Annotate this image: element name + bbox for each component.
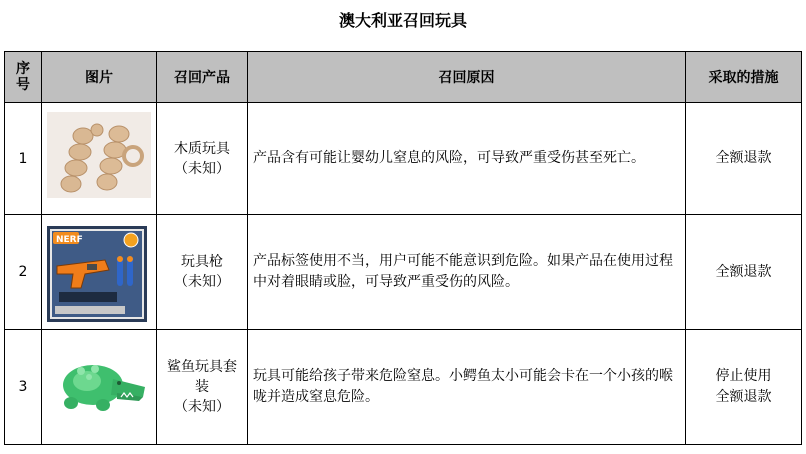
- product-name-cell: [157, 215, 248, 330]
- wooden-toy-image: [47, 112, 151, 205]
- product-name-cell: [157, 103, 248, 215]
- header-image: 图片: [42, 52, 157, 103]
- product-brand-line: （未知）: [174, 160, 230, 177]
- product-brand-line: （未知）: [174, 274, 230, 290]
- table-header-row: [5, 52, 802, 103]
- action-line: 全额退款: [715, 150, 772, 166]
- toy-gun-package-image: [47, 226, 151, 319]
- product-name-line: 装: [195, 379, 209, 395]
- row-number: 2: [5, 215, 42, 330]
- product-image-cell: [42, 103, 157, 215]
- table-row: [5, 330, 802, 445]
- svg-text:NERF: NERF: [56, 234, 83, 245]
- table-row: [5, 103, 802, 215]
- product-image-cell: [42, 330, 157, 445]
- table-row: [5, 215, 802, 330]
- page-title: 澳大利亚召回玩具: [338, 11, 467, 30]
- product-name-cell: [157, 330, 248, 445]
- recall-table: [4, 51, 802, 445]
- header-product: 召回产品: [157, 52, 248, 103]
- crocodile-toy-image: [47, 341, 151, 434]
- action-line: 全额退款: [715, 263, 772, 280]
- product-image-cell: [42, 215, 157, 330]
- action-cell: [686, 330, 802, 445]
- header-reason: 召回原因: [248, 52, 686, 103]
- recall-reason: 玩具可能给孩子带来危险窒息。小鳄鱼太小可能会卡在一个小孩的喉咙并造成窒息危险。: [248, 330, 686, 445]
- row-number: 3: [5, 330, 42, 445]
- header-serial-number: [5, 52, 42, 103]
- header-action: 采取的措施: [686, 52, 802, 103]
- action-cell: [686, 215, 802, 330]
- product-name-line: 木质玩具: [174, 140, 230, 157]
- product-brand-line: （未知）: [174, 399, 230, 415]
- recall-reason: 产品含有可能让婴幼儿窒息的风险，可导致严重受伤甚至死亡。: [248, 103, 686, 215]
- action-line: 全额退款: [715, 389, 772, 405]
- product-name-line: 鲨鱼玩具套: [167, 359, 237, 375]
- row-number: 1: [5, 103, 42, 215]
- recall-reason: 产品标签使用不当，用户可能不能意识到危险。如果产品在使用过程中对着眼睛或脸，可导致严重受伤的风险。: [248, 215, 686, 330]
- product-name-line: 玩具枪: [181, 254, 223, 270]
- action-line: 停止使用: [715, 368, 772, 384]
- action-cell: [686, 103, 802, 215]
- header-serial-number-label: 序号: [16, 61, 30, 93]
